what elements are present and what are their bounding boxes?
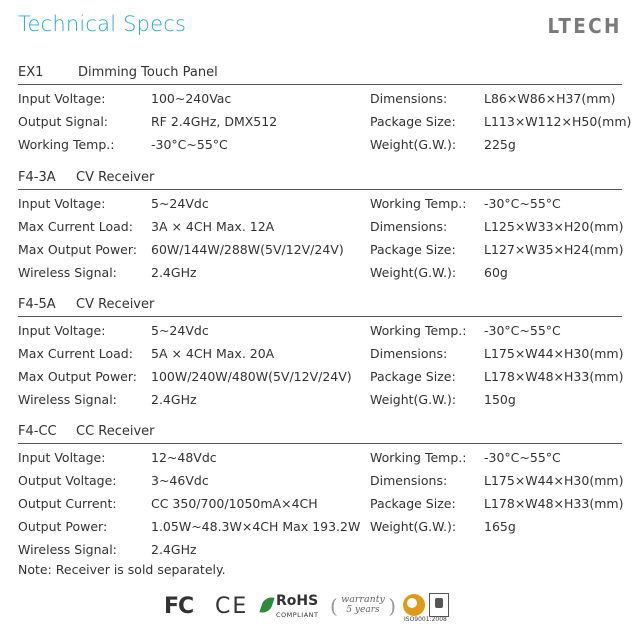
- spec-label: Weight(G.W.):: [370, 137, 457, 152]
- section-header: [18, 421, 622, 443]
- spec-row: [370, 492, 622, 515]
- spec-row: [18, 261, 358, 284]
- spec-value: -30°C~55°C: [151, 137, 228, 152]
- spec-row: [370, 238, 622, 261]
- spec-label: Input Voltage:: [18, 196, 106, 211]
- warranty-badge: [330, 592, 396, 622]
- spec-row: [370, 215, 622, 238]
- spec-value: 100~240Vac: [151, 91, 232, 106]
- spec-value: 5~24Vdc: [151, 323, 209, 338]
- spec-value: L113×W112×H50(mm): [484, 114, 632, 129]
- ce-logo: CE: [215, 594, 249, 619]
- spec-label: Max Output Power:: [18, 242, 137, 257]
- spec-label: Working Temp.:: [18, 137, 115, 152]
- section-divider: [18, 189, 622, 190]
- spec-label: Working Temp.:: [370, 196, 467, 211]
- spec-value: 5~24Vdc: [151, 196, 209, 211]
- spec-value: L125×W33×H20(mm): [484, 219, 624, 234]
- model-description: CV Receiver: [76, 297, 155, 312]
- model-name: EX1: [18, 65, 44, 80]
- spec-row: [18, 365, 358, 388]
- spec-label: Weight(G.W.):: [370, 519, 457, 534]
- spec-row: [18, 319, 358, 342]
- spec-label: Input Voltage:: [18, 450, 106, 465]
- spec-value: 3~46Vdc: [151, 473, 209, 488]
- rohs-label: RoHS: [276, 593, 319, 609]
- spec-label: Input Voltage:: [18, 323, 106, 338]
- spec-value: -30°C~55°C: [484, 323, 561, 338]
- model-description: Dimming Touch Panel: [78, 65, 218, 80]
- spec-row: [370, 365, 622, 388]
- spec-row: [18, 215, 358, 238]
- spec-label: Input Voltage:: [18, 91, 106, 106]
- spec-value: 100W/240W/480W(5V/12V/24V): [151, 369, 352, 384]
- spec-section-f4-5a: [18, 294, 624, 407]
- spec-row: [18, 469, 358, 492]
- spec-label: Output Power:: [18, 519, 108, 534]
- spec-value: L178×W48×H33(mm): [484, 496, 624, 511]
- spec-label: Package Size:: [370, 114, 456, 129]
- spec-label: Weight(G.W.):: [370, 392, 457, 407]
- model-description: CV Receiver: [76, 170, 155, 185]
- spec-row: [370, 342, 622, 365]
- spec-label: Working Temp.:: [370, 323, 467, 338]
- spec-label: Working Temp.:: [370, 450, 467, 465]
- accreditation-mark-inner: [435, 598, 443, 608]
- rohs-sub-label: COMPLIANT: [276, 611, 319, 619]
- spec-value: 225g: [484, 137, 516, 152]
- spec-row: [370, 469, 622, 492]
- spec-section-f4-3a: [18, 167, 624, 280]
- model-description: CC Receiver: [76, 424, 155, 439]
- spec-label: Output Current:: [18, 496, 117, 511]
- spec-label: Output Voltage:: [18, 473, 117, 488]
- spec-label: Package Size:: [370, 242, 456, 257]
- spec-value: 12~48Vdc: [151, 450, 217, 465]
- spec-row: [18, 515, 361, 538]
- spec-value: 2.4GHz: [151, 265, 197, 280]
- fcc-logo: FC: [164, 594, 194, 619]
- spec-label: Wireless Signal:: [18, 392, 117, 407]
- model-name: F4-5A: [18, 297, 56, 312]
- certification-logos: [0, 592, 644, 628]
- spec-row: [18, 133, 358, 156]
- spec-value: 2.4GHz: [151, 542, 197, 557]
- spec-row: [18, 388, 358, 411]
- spec-row: [18, 238, 358, 261]
- accreditation-mark-icon: [429, 593, 449, 617]
- spec-value: CC 350/700/1050mA×4CH: [151, 496, 318, 511]
- iso-label: ISO9001:2008: [404, 616, 447, 623]
- section-divider: [18, 443, 622, 444]
- spec-value: 5A × 4CH Max. 20A: [151, 346, 275, 361]
- spec-value: L178×W48×H33(mm): [484, 369, 624, 384]
- spec-row: [370, 110, 632, 133]
- spec-value: L127×W35×H24(mm): [484, 242, 624, 257]
- spec-value: -30°C~55°C: [484, 450, 561, 465]
- spec-value: 150g: [484, 392, 516, 407]
- footnote: Note: Receiver is sold separately.: [18, 562, 226, 577]
- spec-row: [370, 515, 622, 538]
- spec-value: 165g: [484, 519, 516, 534]
- warranty-label: warranty: [341, 594, 385, 605]
- spec-value: RF 2.4GHz, DMX512: [151, 114, 278, 129]
- spec-label: Max Current Load:: [18, 219, 133, 234]
- laurel-left-icon: (: [330, 594, 338, 618]
- spec-row: [370, 87, 622, 110]
- section-header: [18, 62, 622, 84]
- spec-label: Max Current Load:: [18, 346, 133, 361]
- section-header: [18, 294, 622, 316]
- spec-row: [370, 192, 622, 215]
- section-divider: [18, 316, 622, 317]
- spec-row: [370, 319, 622, 342]
- model-name: F4-CC: [18, 424, 57, 439]
- spec-value: 60g: [484, 265, 508, 280]
- page-title: Technical Specs: [18, 12, 187, 36]
- spec-label: Dimensions:: [370, 473, 448, 488]
- spec-value: 1.05W~48.3W×4CH Max 193.2W: [151, 519, 361, 534]
- spec-label: Dimensions:: [370, 91, 448, 106]
- spec-label: Dimensions:: [370, 219, 448, 234]
- spec-row: [18, 192, 358, 215]
- spec-value: -30°C~55°C: [484, 196, 561, 211]
- spec-row: [18, 492, 358, 515]
- spec-label: Weight(G.W.):: [370, 265, 457, 280]
- spec-label: Dimensions:: [370, 346, 448, 361]
- spec-label: Wireless Signal:: [18, 265, 117, 280]
- spec-label: Max Output Power:: [18, 369, 137, 384]
- section-divider: [18, 84, 622, 85]
- spec-section-f4-cc: [18, 421, 624, 557]
- spec-label: Wireless Signal:: [18, 542, 117, 557]
- spec-value: L175×W44×H30(mm): [484, 473, 624, 488]
- iso-certification-logo: [401, 592, 457, 626]
- spec-row: [370, 133, 622, 156]
- spec-row: [18, 110, 358, 133]
- warranty-years: 5 years: [346, 605, 380, 615]
- seal-center: [407, 598, 417, 608]
- spec-value: L86×W86×H37(mm): [484, 91, 616, 106]
- spec-value: 3A × 4CH Max. 12A: [151, 219, 275, 234]
- spec-section-ex1: [18, 62, 632, 152]
- spec-label: Package Size:: [370, 369, 456, 384]
- spec-label: Output Signal:: [18, 114, 109, 129]
- section-header: [18, 167, 622, 189]
- laurel-right-icon: ): [388, 594, 396, 618]
- spec-value: 60W/144W/288W(5V/12V/24V): [151, 242, 344, 257]
- leaf-icon: [259, 595, 274, 615]
- spec-row: [18, 87, 358, 110]
- spec-row: [18, 342, 358, 365]
- model-name: F4-3A: [18, 170, 56, 185]
- spec-label: Package Size:: [370, 496, 456, 511]
- spec-row: [370, 446, 622, 469]
- spec-row: [370, 261, 622, 284]
- brand-logo: LTECH: [547, 14, 622, 38]
- spec-row: [370, 388, 622, 411]
- spec-row: [18, 538, 358, 561]
- spec-value: 2.4GHz: [151, 392, 197, 407]
- spec-row: [18, 446, 358, 469]
- spec-value: L175×W44×H30(mm): [484, 346, 624, 361]
